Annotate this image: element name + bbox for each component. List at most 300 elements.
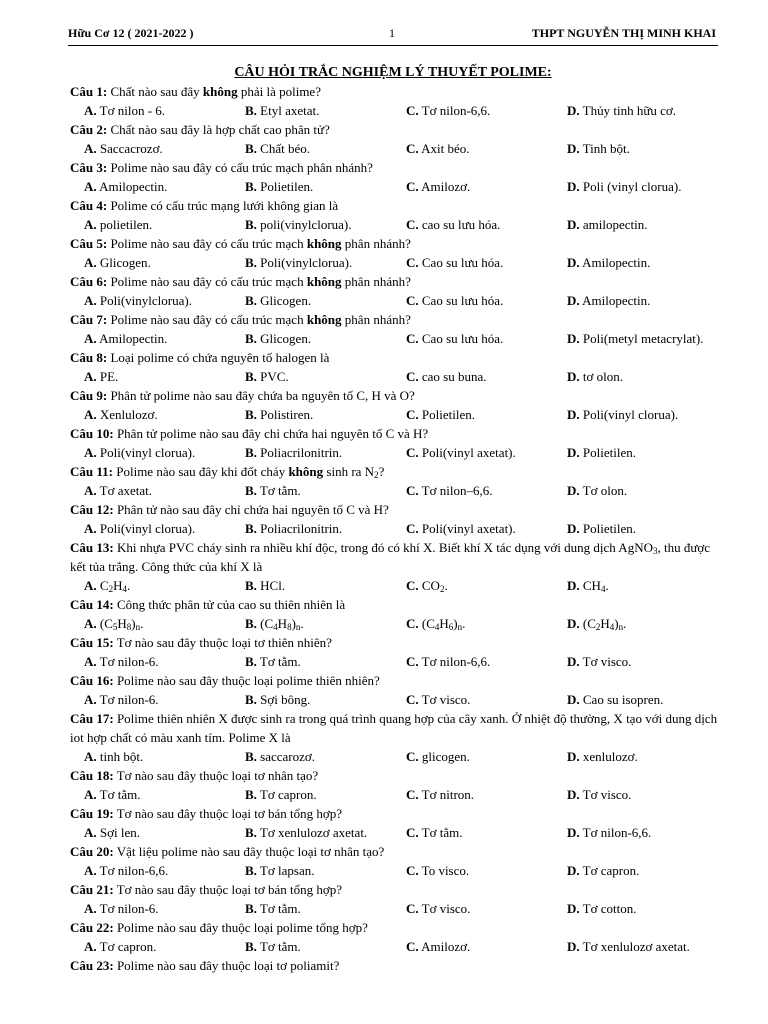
option-text: Saccacrozơ.: [96, 141, 163, 156]
option-letter: D.: [567, 578, 580, 593]
question-number: Câu 11:: [70, 464, 113, 479]
answer-option: [245, 519, 342, 538]
option-text: Poli(vinyl clorua).: [96, 445, 196, 460]
page-header: [68, 26, 716, 46]
question: [70, 348, 720, 386]
question-text: Loại polime có chứa nguyên tố halogen là: [107, 350, 330, 365]
question-number: Câu 23:: [70, 958, 114, 973]
answer-option: [84, 253, 151, 272]
question-text: Polime có cấu trúc mạng lưới không gian là: [107, 198, 339, 213]
answer-option: [84, 519, 195, 538]
option-text: Tơ visco.: [579, 787, 632, 802]
answer-option: [84, 177, 167, 196]
question: [70, 386, 720, 424]
answer-option: [245, 614, 304, 633]
option-letter: B.: [245, 141, 257, 156]
question-stem: [70, 918, 720, 937]
option-text: Tơ tằm.: [256, 483, 301, 498]
question: [70, 158, 720, 196]
option-text: Tơ capron.: [579, 863, 640, 878]
option-letter: A.: [84, 255, 97, 270]
question-number: Câu 7:: [70, 312, 108, 327]
option-letter: B.: [245, 369, 257, 384]
option-text: Tơ tằm.: [96, 787, 141, 802]
option-text: Tơ nilon-6,6.: [418, 654, 491, 669]
answer-option: [567, 899, 636, 918]
option-text: Poli (vinyl clorua).: [579, 179, 682, 194]
option-text: Poli(vinyl clorua).: [96, 521, 196, 536]
answer-option: [567, 785, 631, 804]
page-number: 1: [389, 26, 395, 40]
option-letter: C.: [406, 939, 419, 954]
question-stem: [70, 956, 720, 975]
option-letter: C.: [406, 749, 419, 764]
answer-option: [567, 177, 681, 196]
option-letter: C.: [406, 483, 419, 498]
option-letter: D.: [567, 445, 580, 460]
option-letter: C.: [406, 616, 419, 631]
question: [70, 956, 720, 975]
option-letter: D.: [567, 521, 580, 536]
option-text: cao su buna.: [418, 369, 487, 384]
option-text: Amilopectin.: [579, 293, 651, 308]
option-text: Tơ xenlulozơ axetat.: [579, 939, 690, 954]
answer-option: [84, 139, 163, 158]
option-text: Poli(vinylclorua).: [96, 293, 192, 308]
question-text: Vật liệu polime nào sau đây thuộc loại tơ nhân tạo?: [113, 844, 385, 859]
question-number: Câu 21:: [70, 882, 114, 897]
option-text: polietilen.: [96, 217, 153, 232]
answer-options: [70, 215, 720, 234]
answer-option: [245, 405, 313, 424]
option-letter: C.: [406, 863, 419, 878]
answer-options: [70, 861, 720, 880]
answer-option: [406, 481, 492, 500]
question-stem: [70, 766, 720, 785]
option-text: Amilozơ.: [418, 179, 471, 194]
question-text: Polime nào sau đây thuộc loại tơ poliamit?: [113, 958, 340, 973]
option-text: Xenlulozơ.: [96, 407, 158, 422]
option-letter: D.: [567, 901, 580, 916]
question-text: Polime nào sau đây có cấu trúc mạch không phân nhánh?: [107, 274, 411, 289]
option-letter: C.: [406, 578, 419, 593]
option-text: Poli(vinylclorua).: [256, 255, 353, 270]
option-letter: B.: [245, 578, 257, 593]
answer-option: [245, 291, 311, 310]
answer-options: [70, 405, 720, 424]
header-school: THPT NGUYỄN THỊ MINH KHAI: [531, 26, 716, 40]
option-text: Poliacrilonitrin.: [256, 521, 343, 536]
answer-option: [245, 139, 310, 158]
option-letter: D.: [567, 369, 580, 384]
answer-option: [406, 823, 462, 842]
option-letter: B.: [245, 255, 257, 270]
answer-option: [567, 101, 676, 120]
option-letter: C.: [406, 901, 419, 916]
answer-options: [70, 443, 720, 462]
answer-options: [70, 823, 720, 842]
question-text: Polime nào sau đây có cấu trúc mạch không phân nhánh?: [107, 312, 411, 327]
question: [70, 633, 720, 671]
answer-option: [84, 481, 152, 500]
option-letter: D.: [567, 654, 580, 669]
question-stem: [70, 386, 720, 405]
option-text: Axit béo.: [418, 141, 470, 156]
answer-option: [245, 937, 301, 956]
question-number: Câu 13:: [70, 540, 114, 555]
option-letter: D.: [567, 293, 580, 308]
option-text: Cao su lưu hóa.: [418, 293, 504, 308]
option-text: Poliacrilonitrin.: [256, 445, 343, 460]
option-letter: A.: [84, 445, 97, 460]
question-text: Tơ nào sau đây thuộc loại tơ nhân tạo?: [113, 768, 319, 783]
answer-option: [567, 367, 623, 386]
answer-option: [84, 747, 143, 766]
option-letter: C.: [406, 217, 419, 232]
option-letter: B.: [245, 825, 257, 840]
answer-option: [406, 747, 470, 766]
answer-option: [406, 177, 470, 196]
option-text: Tinh bột.: [579, 141, 630, 156]
document-title: CÂU HỎI TRẮC NGHIỆM LÝ THUYẾT POLIME:: [234, 65, 552, 80]
option-text: Tơ axetat.: [96, 483, 153, 498]
option-letter: A.: [84, 901, 97, 916]
option-letter: A.: [84, 654, 97, 669]
question-number: Câu 1:: [70, 84, 108, 99]
answer-option: [567, 652, 631, 671]
answer-option: [406, 614, 465, 633]
option-text: Tơ nilon-6.: [96, 692, 159, 707]
answer-options: [70, 139, 720, 158]
option-letter: C.: [406, 445, 419, 460]
option-letter: C.: [406, 654, 419, 669]
option-text: Poli(vinyl axetat).: [418, 445, 516, 460]
answer-option: [84, 690, 159, 709]
question: [70, 595, 720, 633]
option-text: Tơ tằm.: [256, 901, 301, 916]
question-stem: [70, 709, 720, 747]
option-text: Chất béo.: [256, 141, 310, 156]
answer-option: [245, 690, 310, 709]
question-text: Khi nhựa PVC cháy sinh ra nhiều khí độc, trong đó có khí X. Biết khí X tác dụng với dung dịch AgNO$_3$, thu được kết tủa trắng. Công thức của khí X là: [70, 540, 711, 574]
answer-option: [406, 329, 503, 348]
question: [70, 272, 720, 310]
answer-option: [245, 899, 301, 918]
option-letter: C.: [406, 103, 419, 118]
option-text: PE.: [96, 369, 119, 384]
answer-options: [70, 177, 720, 196]
answer-option: [245, 367, 289, 386]
option-text: Polietilen.: [256, 179, 314, 194]
question: [70, 538, 720, 595]
question-text: Công thức phân tử của cao su thiên nhiên là: [113, 597, 346, 612]
answer-options: [70, 652, 720, 671]
option-text: Tơ capron.: [256, 787, 317, 802]
question-text: Polime nào sau đây thuộc loại polime thiên nhiên?: [113, 673, 380, 688]
answer-option: [84, 861, 168, 880]
answer-option: [245, 177, 313, 196]
option-letter: B.: [245, 787, 257, 802]
answer-option: [567, 291, 650, 310]
answer-option: [567, 329, 703, 348]
option-letter: D.: [567, 787, 580, 802]
option-letter: B.: [245, 939, 257, 954]
option-text: Polietilen.: [579, 521, 636, 536]
question-stem: [70, 120, 720, 139]
question-number: Câu 22:: [70, 920, 114, 935]
option-text: Tơ nilon–6,6.: [418, 483, 493, 498]
question-list: [70, 82, 720, 975]
question: [70, 310, 720, 348]
answer-option: [406, 937, 470, 956]
option-text: Poli(metyl metacrylat).: [579, 331, 704, 346]
option-text: To visco.: [418, 863, 470, 878]
answer-options: [70, 253, 720, 272]
question: [70, 120, 720, 158]
question-stem: [70, 234, 720, 253]
question-number: Câu 18:: [70, 768, 114, 783]
option-letter: A.: [84, 616, 97, 631]
answer-option: [406, 785, 474, 804]
answer-options: [70, 367, 720, 386]
option-text: Tơ nilon-6,6.: [418, 103, 491, 118]
option-letter: A.: [84, 578, 97, 593]
question: [70, 766, 720, 804]
option-text: PVC.: [256, 369, 289, 384]
question-stem: [70, 272, 720, 291]
answer-option: [406, 139, 470, 158]
option-letter: C.: [406, 692, 419, 707]
question: [70, 880, 720, 918]
option-letter: B.: [245, 217, 257, 232]
option-text: Tơ lapsan.: [256, 863, 315, 878]
option-letter: A.: [84, 331, 97, 346]
answer-options: [70, 519, 720, 538]
option-text: $CH_4$.: [579, 578, 609, 594]
answer-option: [245, 785, 317, 804]
option-letter: D.: [567, 939, 580, 954]
option-text: Poli(vinyl axetat).: [418, 521, 516, 536]
question-stem: [70, 671, 720, 690]
option-text: Tơ visco.: [418, 692, 471, 707]
option-letter: D.: [567, 616, 580, 631]
option-letter: A.: [84, 217, 97, 232]
answer-option: [567, 253, 650, 272]
option-letter: D.: [567, 749, 580, 764]
answer-option: [84, 823, 140, 842]
option-letter: B.: [245, 331, 257, 346]
option-text: Poli(vinyl clorua).: [579, 407, 679, 422]
option-letter: B.: [245, 483, 257, 498]
option-text: Etyl axetat.: [256, 103, 320, 118]
option-letter: C.: [406, 825, 419, 840]
answer-option: [84, 443, 195, 462]
answer-option: [84, 291, 192, 310]
option-text: tinh bột.: [96, 749, 144, 764]
option-text: Amilopectin.: [96, 331, 168, 346]
option-text: Cao su lưu hóa.: [418, 255, 504, 270]
answer-option: [245, 481, 301, 500]
option-letter: B.: [245, 445, 257, 460]
answer-option: [245, 215, 352, 234]
option-letter: B.: [245, 654, 257, 669]
question: [70, 671, 720, 709]
question-number: Câu 4:: [70, 198, 108, 213]
question-text: Polime nào sau đây khi đốt cháy không sinh ra $N_2$?: [112, 464, 385, 480]
answer-option: [567, 481, 627, 500]
option-text: HCl.: [256, 578, 286, 593]
question-number: Câu 6:: [70, 274, 108, 289]
question-stem: [70, 880, 720, 899]
question-number: Câu 9:: [70, 388, 108, 403]
option-letter: C.: [406, 255, 419, 270]
option-text: amilopectin.: [579, 217, 648, 232]
question-stem: [70, 804, 720, 823]
question-text: Polime thiên nhiên X được sinh ra trong quá trình quang hợp của cây xanh. Ở nhiệt độ thường, X tạo với dung dịch iot hợp chất có màu xanh tím. Polime X là: [70, 711, 718, 745]
option-text: Tơ nilon-6,6.: [579, 825, 652, 840]
option-text: Cao su isopren.: [579, 692, 664, 707]
option-text: $(C_2H_4)_n$.: [579, 616, 627, 632]
question: [70, 424, 720, 462]
option-letter: A.: [84, 825, 97, 840]
option-letter: D.: [567, 103, 580, 118]
answer-option: [245, 253, 352, 272]
option-letter: D.: [567, 863, 580, 878]
option-letter: A.: [84, 787, 97, 802]
option-letter: A.: [84, 293, 97, 308]
option-letter: A.: [84, 863, 97, 878]
option-letter: C.: [406, 369, 419, 384]
question-text: Tơ nào sau đây thuộc loại tơ bán tổng hợp?: [113, 882, 343, 897]
option-text: Tơ nitron.: [418, 787, 475, 802]
question-number: Câu 8:: [70, 350, 108, 365]
option-letter: C.: [406, 141, 419, 156]
question-stem: [70, 462, 720, 481]
answer-option: [245, 823, 367, 842]
answer-option: [567, 690, 663, 709]
question-number: Câu 15:: [70, 635, 114, 650]
answer-option: [567, 614, 626, 633]
option-text: Tơ nilon-6.: [96, 654, 159, 669]
option-letter: B.: [245, 521, 257, 536]
option-letter: D.: [567, 407, 580, 422]
option-letter: D.: [567, 692, 580, 707]
answer-option: [84, 576, 130, 595]
option-letter: A.: [84, 369, 97, 384]
question-text: Polime nào sau đây có cấu trúc mạch phân nhánh?: [107, 160, 373, 175]
question-number: Câu 5:: [70, 236, 108, 251]
answer-option: [245, 576, 285, 595]
question-number: Câu 2:: [70, 122, 108, 137]
option-text: Tơ nilon-6.: [96, 901, 159, 916]
answer-option: [567, 823, 651, 842]
question-text: Phân tử polime nào sau đây chỉ chứa hai nguyên tố C và H?: [113, 426, 429, 441]
option-text: tơ olon.: [579, 369, 623, 384]
question-text: Polime nào sau đây thuộc loại polime tổng hợp?: [113, 920, 368, 935]
answer-options: [70, 576, 720, 595]
question-stem: [70, 538, 720, 576]
option-letter: B.: [245, 103, 257, 118]
option-text: Tơ tằm.: [256, 939, 301, 954]
option-letter: A.: [84, 939, 97, 954]
option-text: Glicogen.: [256, 293, 312, 308]
answer-option: [406, 443, 516, 462]
question-number: Câu 14:: [70, 597, 114, 612]
answer-option: [567, 139, 630, 158]
option-text: $(C_4H_6)_n$.: [418, 616, 466, 632]
answer-option: [245, 101, 319, 120]
answer-option: [245, 861, 314, 880]
answer-option: [84, 215, 152, 234]
question: [70, 82, 720, 120]
option-text: Tơ nilon-6,6.: [96, 863, 169, 878]
question-number: Câu 20:: [70, 844, 114, 859]
option-letter: A.: [84, 179, 97, 194]
question-stem: [70, 82, 720, 101]
option-letter: C.: [406, 331, 419, 346]
answer-options: [70, 937, 720, 956]
option-text: Tơ cotton.: [579, 901, 637, 916]
answer-option: [245, 652, 301, 671]
option-text: Polietilen.: [579, 445, 636, 460]
option-letter: A.: [84, 407, 97, 422]
question-number: Câu 17:: [70, 711, 114, 726]
question-number: Câu 3:: [70, 160, 108, 175]
option-text: $C_2H_4$.: [96, 578, 131, 594]
question-stem: [70, 196, 720, 215]
question-number: Câu 10:: [70, 426, 114, 441]
option-letter: A.: [84, 749, 97, 764]
option-letter: B.: [245, 863, 257, 878]
option-letter: B.: [245, 407, 257, 422]
option-letter: D.: [567, 179, 580, 194]
answer-option: [567, 747, 638, 766]
option-letter: D.: [567, 825, 580, 840]
question-text: Phân tử polime nào sau đây chứa ba nguyên tố C, H và O?: [107, 388, 415, 403]
answer-option: [406, 405, 475, 424]
answer-option: [84, 652, 159, 671]
answer-option: [406, 861, 469, 880]
answer-option: [406, 253, 503, 272]
question-stem: [70, 424, 720, 443]
option-letter: B.: [245, 901, 257, 916]
option-text: Tơ olon.: [579, 483, 628, 498]
option-letter: A.: [84, 141, 97, 156]
answer-options: [70, 291, 720, 310]
option-text: $CO_2$.: [418, 578, 448, 594]
answer-options: [70, 329, 720, 348]
option-text: xenlulozơ.: [579, 749, 638, 764]
answer-options: [70, 785, 720, 804]
answer-option: [84, 329, 167, 348]
answer-options: [70, 899, 720, 918]
answer-options: [70, 614, 720, 633]
option-text: poli(vinylclorua).: [256, 217, 352, 232]
option-letter: C.: [406, 787, 419, 802]
question-stem: [70, 500, 720, 519]
option-text: Tơ visco.: [418, 901, 471, 916]
header-course: Hữu Cơ 12 ( 2021-2022 ): [68, 26, 194, 40]
option-text: Amilopectin.: [96, 179, 168, 194]
option-letter: C.: [406, 293, 419, 308]
answer-options: [70, 481, 720, 500]
header-divider: [68, 45, 718, 46]
option-letter: B.: [245, 616, 257, 631]
option-text: Glicogen.: [96, 255, 151, 270]
answer-option: [84, 101, 165, 120]
option-letter: D.: [567, 217, 580, 232]
answer-option: [567, 861, 639, 880]
